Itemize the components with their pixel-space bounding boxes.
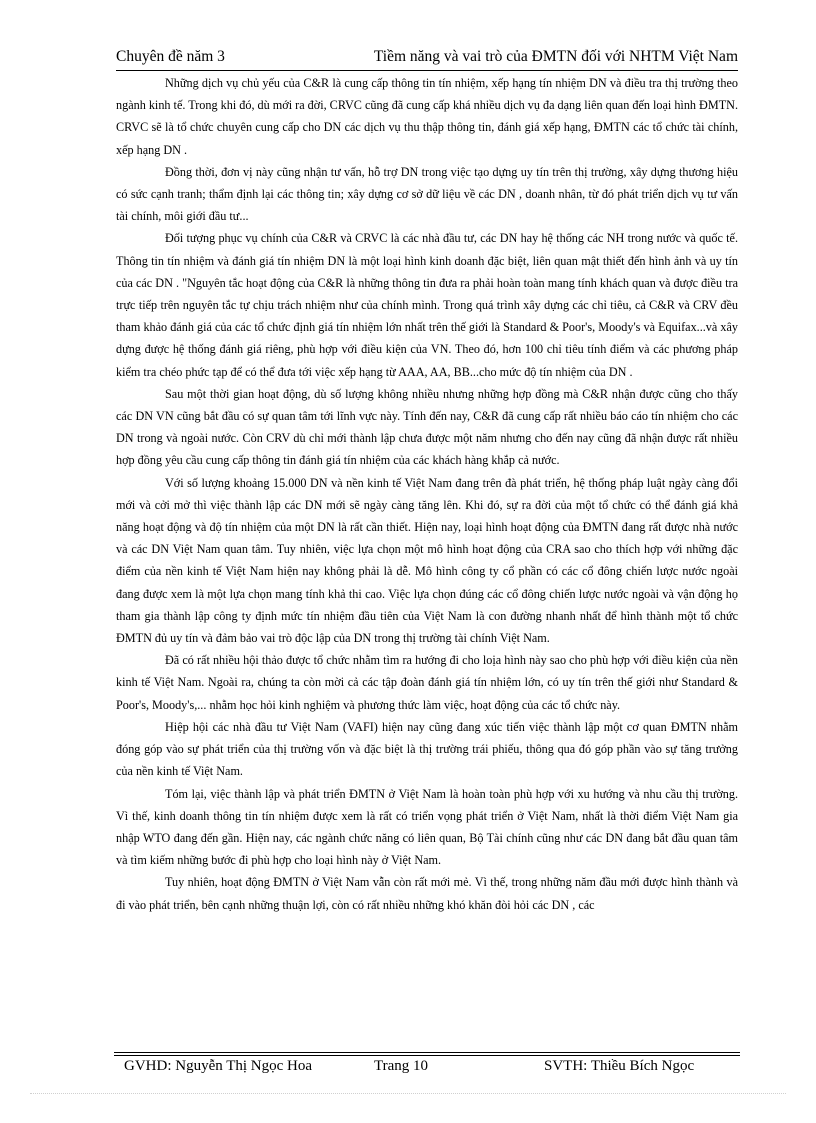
footer-rule-bottom — [114, 1055, 740, 1056]
paragraph-1: Những dịch vụ chủ yếu của C&R là cung cấp thông tin tín nhiệm, xếp hạng tín nhiệm DN và điều tra thị trường theo ngành kinh tế. Trong khi đó, dù mới ra đời, CRVC cũng đã cung cấp khá nhiều dịch vụ đa dạng liên quan đến loại hình ĐMTN. CRVC sẽ là tổ chức chuyên cung cấp cho DN các dịch vụ thu thập thông tin, đánh giá xếp hạng, ĐMTN các tổ chức tài chính, xếp hạng DN . — [116, 76, 738, 157]
footer-instructor: GVHD: Nguyễn Thị Ngọc Hoa — [124, 1058, 313, 1074]
paragraph-2: Đồng thời, đơn vị này cũng nhận tư vấn, hỗ trợ DN trong việc tạo dựng uy tín trên thị trường, xây dựng thương hiệu có sức cạnh tranh; thẩm định lại các thông tin; xây dựng cơ sở dữ liệu về các DN , doanh nhân, từ đó phát triển dịch vụ tư vấn tài chính, môi giới đầu tư... — [116, 164, 738, 224]
paragraph-9: Tuy nhiên, hoạt động ĐMTN ở Việt Nam vẫn còn rất mới mẻ. Vì thế, trong những năm đầu mới được hình thành và đi vào phát triển, bên cạnh những thuận lợi, còn có rất nhiều những khó khăn đòi hỏi các DN , các — [116, 875, 738, 912]
paragraph-5: Với số lượng khoảng 15.000 DN và nền kinh tế Việt Nam đang trên đà phát triển, hệ thống pháp luật ngày càng đổi mới và cởi mở thì việc thành lập các DN mới sẽ ngày càng tăng lên. Khi đó, sự ra đời của một tổ chức có thể đánh giá khả năng hoạt động và độ tín nhiệm của một DN là rất cần thiết. Hiện nay, loại hình hoạt động của ĐMTN đang rất được nhà nước và các DN Việt Nam quan tâm. Tuy nhiên, việc lựa chọn một mô hình hoạt động của CRA sao cho thích hợp với những đặc điểm của nền kinh tế Việt Nam hiện nay không phải là dễ. Mô hình công ty cổ phần có các cổ đông chiến lược nước ngoài đang được xem là một lựa chọn mang tính khả thi cao. Việc lựa chọn đúng các cổ đông chiến lược nước ngoài và vận động họ tham gia thành lập công ty định mức tín nhiệm đầu tiên của Việt Nam là con đường nhanh nhất để hình thành một tổ chức ĐMTN đủ uy tín và đảm bảo vai trò độc lập của DN trong thị trường tài chính Việt Nam. — [116, 475, 738, 646]
paragraph-4: Sau một thời gian hoạt động, dù số lượng không nhiều nhưng những hợp đồng mà C&R nhận được cũng cho thấy các DN VN cũng bắt đầu có sự quan tâm tới lĩnh vực này. Tính đến nay, C&R đã cung cấp rất nhiều báo cáo tín nhiệm cho các DN trong và ngoài nước. Còn CRV dù chỉ mới thành lập chưa được một năm nhưng cho đến nay cũng đã nhận được rất nhiều hợp đồng yêu cầu cung cấp thông tin đánh giá tín nhiệm của các khách hàng khắp cả nước. — [116, 386, 738, 468]
header-left-title: Chuyên đề năm 3 — [116, 48, 225, 65]
footer-page-number: Trang 10 — [374, 1058, 429, 1074]
header-right-title: Tiềm năng và vai trò của ĐMTN đối với NHTM Việt Nam — [373, 48, 738, 65]
paragraph-7: Hiệp hội các nhà đầu tư Việt Nam (VAFI) hiện nay cũng đang xúc tiến việc thành lập một cơ quan ĐMTN nhằm đóng góp vào sự phát triển của thị trường vốn và đặc biệt là thị trường trái phiếu, thông qua đó góp phần vào sự tăng trưởng của nền kinh tế Việt Nam. — [116, 719, 738, 779]
header-rule — [116, 70, 738, 71]
paragraph-8: Tóm lại, việc thành lập và phát triển ĐMTN ở Việt Nam là hoàn toàn phù hợp với xu hướng và nhu cầu thị trường. Vì thế, kinh doanh thông tin tín nhiệm được xem là rất có triển vọng phát triển ở Việt Nam, nhất là thời điểm Việt Nam gia nhập WTO đang đến gần. Hiện nay, các ngành chức năng có liên quan, Bộ Tài chính cũng như các DN đang bắt đầu quan tâm và tìm kiếm những bước đi phù hợp cho loại hình này ở Việt Nam. — [116, 786, 738, 868]
page-footer — [124, 1058, 724, 1078]
paragraph-6: Đã có rất nhiều hội thảo được tổ chức nhằm tìm ra hướng đi cho loịa hình này sao cho phù hợp với điều kiện của nền kinh tế Việt Nam. Ngoài ra, chúng ta còn mời cả các tập đoàn đánh giá tín nhiệm lớn, có uy tín trên thế giới như Standard & Poor's, Moody's,... nhằm học hỏi kinh nghiệm và phương thức làm việc, hoạt động của các tổ chức này. — [116, 653, 738, 712]
document-body — [116, 72, 738, 916]
page-edge-divider — [30, 1093, 786, 1094]
paragraph-3: Đối tượng phục vụ chính của C&R và CRVC là các nhà đầu tư, các DN hay hệ thống các NH trong nước và quốc tế. Thông tin tín nhiệm và đánh giá tín nhiệm DN là một loại hình kinh doanh đặc biệt, liên quan mật thiết đến hình ảnh và uy tín của các DN . "Nguyên tắc hoạt động của C&R là những thông tin đưa ra phải hoàn toàn mang tính khách quan và được điều tra trực tiếp trên nguyên tắc tự chịu trách nhiệm như của chính mình. Trong quá trình xây dựng các chỉ tiêu, cả C&R và CRV đều tham khảo đánh giá của các tổ chức định giá tín nhiệm lớn nhất trên thế giới là Standard & Poor's, Moody's và Equifax...và xây dựng được hệ thống đánh giá riêng, phù hợp với điều kiện của VN. Theo đó, hơn 100 chỉ tiêu tính điểm và các phương pháp kiểm tra chéo phức tạp để có thể đưa tới việc xếp hạng từ AAA, AA, BB...cho mức độ tín nhiệm của DN . — [116, 231, 738, 379]
footer-rule-top — [114, 1052, 740, 1053]
page-header — [116, 48, 738, 70]
footer-student: SVTH: Thiều Bích Ngọc — [544, 1058, 695, 1074]
